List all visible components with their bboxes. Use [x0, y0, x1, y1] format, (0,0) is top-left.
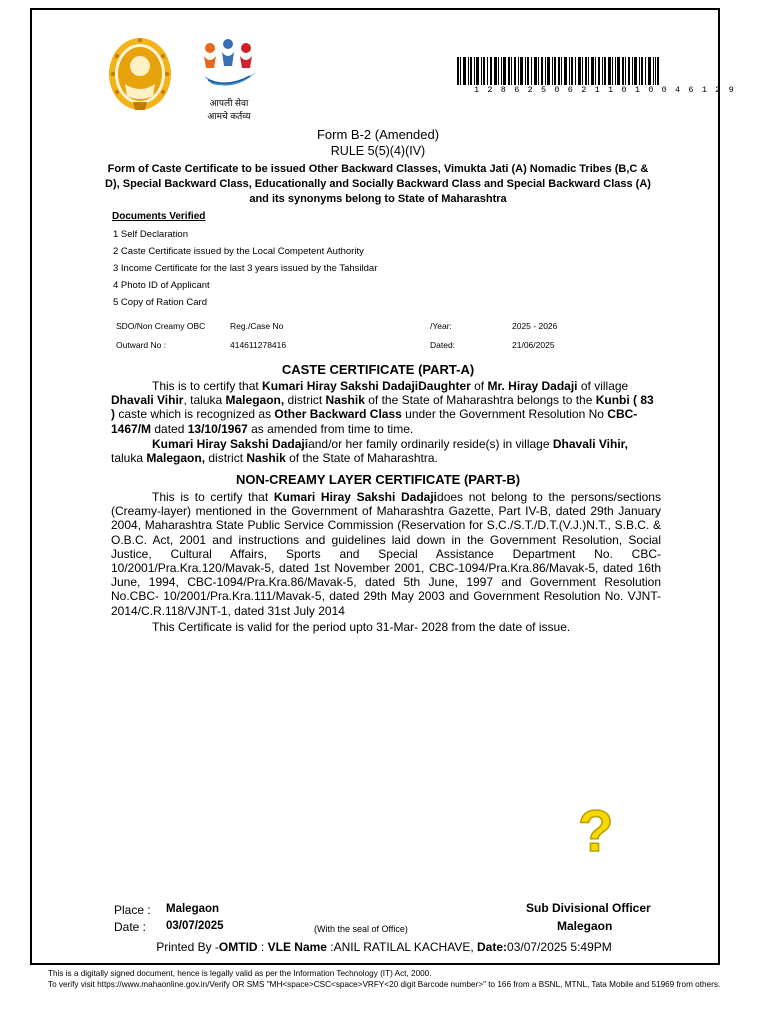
text-segment: taluka	[111, 451, 147, 466]
applicant-name: Kumari Hiray Sakshi Dadaji	[152, 437, 309, 451]
category: Other Backward Class	[274, 407, 402, 422]
document-item: 3 Income Certificate for the last 3 years issued by the Tahsildar	[113, 263, 378, 274]
year-value: 2025 - 2026	[512, 321, 558, 331]
barcode-icon	[457, 57, 659, 85]
text-segment: district	[284, 393, 326, 408]
text-segment: Printed By -	[156, 940, 219, 954]
text-segment: This is to certify that	[152, 490, 274, 504]
text-segment: of the State of Maharashtra.	[285, 451, 438, 466]
date-value: 03/07/2025	[166, 920, 224, 932]
text-segment: of village	[577, 379, 629, 393]
relation: Daughter	[418, 379, 471, 393]
print-date-value: 03/07/2025 5:49PM	[507, 940, 612, 954]
village: Dhavali Vihir	[111, 393, 184, 408]
part-b-title: NON-CREAMY LAYER CERTIFICATE (PART-B)	[235, 472, 521, 487]
document-item: 1 Self Declaration	[113, 229, 188, 240]
logo-text-line1: आपली सेवा	[209, 98, 249, 108]
dated-label: Dated:	[430, 340, 456, 350]
text-segment: dated	[151, 421, 188, 436]
part-a-paragraph-2	[111, 437, 661, 465]
digital-sign-disclaimer: This is a digitally signed document, hence is legally valid as per the Information Technology (IT) Act, 2000.	[48, 969, 432, 978]
text-segment: :	[257, 940, 268, 954]
logo-text-line2: आमचे कर्तव्य	[207, 111, 251, 121]
officer-title: Sub Divisional Officer	[526, 901, 651, 915]
validity-text	[111, 620, 661, 634]
place-value: Malegaon	[166, 903, 220, 915]
caste: Kunbi ( 83 )	[111, 393, 654, 422]
text-segment: This Certificate is valid for the period upto 31-Mar- 2028 from the date of issue.	[152, 620, 571, 634]
text-segment: of the State of Maharashtra belongs to the	[364, 393, 596, 408]
text-segment: This is to certify that	[152, 379, 263, 393]
text-segment: , taluka	[183, 393, 226, 408]
taluka: Malegaon,	[146, 451, 206, 466]
printed-by-line	[0, 940, 768, 954]
district: Nashik	[246, 451, 286, 466]
village: Dhavali Vihir,	[552, 437, 628, 451]
documents-heading: Documents Verified	[112, 211, 206, 222]
district: Nashik	[325, 393, 365, 408]
aapli-seva-logo	[198, 38, 260, 121]
omtid-label: OMTID	[218, 940, 258, 954]
barcode-number: 1 2 8 6 2 5 0 6 2 1 1 0 1 0 0 4 6 1 2 9	[474, 85, 736, 95]
form-title: Form B-2 (Amended)	[316, 127, 440, 142]
outward-label: Outward No :	[116, 340, 167, 350]
seal-note: (With the seal of Office)	[314, 924, 408, 934]
text-segment: caste which is recognized as	[115, 407, 275, 422]
place-label: Place :	[114, 903, 151, 917]
gr-date: 13/10/1967	[187, 421, 248, 436]
part-a-title: CASTE CERTIFICATE (PART-A)	[281, 362, 475, 377]
aapli-seva-logo-icon	[198, 38, 260, 90]
text-segment: of	[470, 379, 488, 393]
date-label: Date :	[114, 920, 147, 934]
dated-value: 21/06/2025	[512, 340, 555, 350]
text-segment: and/or her family ordinarily reside(s) in village	[308, 437, 553, 451]
maharashtra-seal-icon	[107, 36, 173, 114]
text-segment: under the Government Resolution No	[401, 407, 604, 422]
text-segment: does not belong to the persons/sections (Creamy-layer) mentioned in the Government of Maharashtra Gazette, Part IV-B, dated 29th January 2004, Maharashtra State Public Service Commission (Reservation for S.C./S.T./D.T.(V.J.)N.T., S.B.C. & O.B.C. Act, 2001 and instructions and guidelines laid down in the Government Resolution, Social Justice, Cultural Affairs, Sports and Special Assistance Department No. CBC-10/2001/Pra.Kra.120/Mavak-5, dated 1st November 2001, CBC-1094/Pra.Kra.86/Mavak-5, dated 16th June, 1994, CBC-1094/Pra.Kra.86/Mavak-5, dated 5th June, 1997 and Government Resolution No.CBC- 10/2001/Pra.Kra.111/Mavak-5, dated 29th May 2003 and Government Resolution No. VJNT-2014/C.R.118/VJNT-1, dated 31st July 2014	[111, 490, 661, 618]
part-a-paragraph-1	[111, 379, 661, 436]
father-name: Mr. Hiray Dadaji	[487, 379, 578, 393]
officer-place: Malegaon	[557, 919, 613, 933]
text-segment: district	[205, 451, 247, 466]
verification-instructions: To verify visit https://www.mahaonline.gov.in/Verify OR SMS "MH<space>CSC<space>VRFY<20 digit Barcode number>" to 166 from a BSNL, MTNL, Tata Mobile and 51969 from others.	[48, 980, 721, 989]
print-date-label: Date:	[477, 940, 508, 954]
office-label: SDO/Non Creamy OBC	[116, 321, 206, 331]
part-b-paragraph	[111, 490, 661, 618]
text-segment: as amended from time to time.	[247, 421, 414, 436]
year-label: /Year:	[430, 321, 452, 331]
document-item: 5 Copy of Ration Card	[113, 297, 207, 308]
vle-name-value: :ANIL RATILAL KACHAVE,	[326, 940, 478, 954]
applicant-name: Kumari Hiray Sakshi Dadaji	[273, 490, 438, 504]
taluka: Malegaon,	[225, 393, 285, 408]
form-rule: RULE 5(5)(4)(IV)	[330, 144, 426, 158]
applicant-name: Kumari Hiray Sakshi Dadaji	[262, 379, 419, 393]
document-item: 2 Caste Certificate issued by the Local Competent Authority	[113, 246, 364, 257]
gr-number: CBC-1467/M	[111, 407, 638, 436]
question-mark-icon: ?	[578, 799, 614, 864]
vle-name-label: VLE Name	[267, 940, 327, 954]
reg-case-label: Reg./Case No	[230, 321, 284, 331]
outward-value: 414611278416	[230, 340, 287, 350]
document-item: 4 Photo ID of Applicant	[113, 280, 210, 291]
form-description: Form of Caste Certificate to be issued Other Backward Classes, Vimukta Jati (A) Nomadic Tribes (B,C & D), Special Backward Class, Educationally and Socially Backward Class and Special Backward Class (A) and its synonyms belong to State of Maharashtra	[105, 163, 651, 205]
